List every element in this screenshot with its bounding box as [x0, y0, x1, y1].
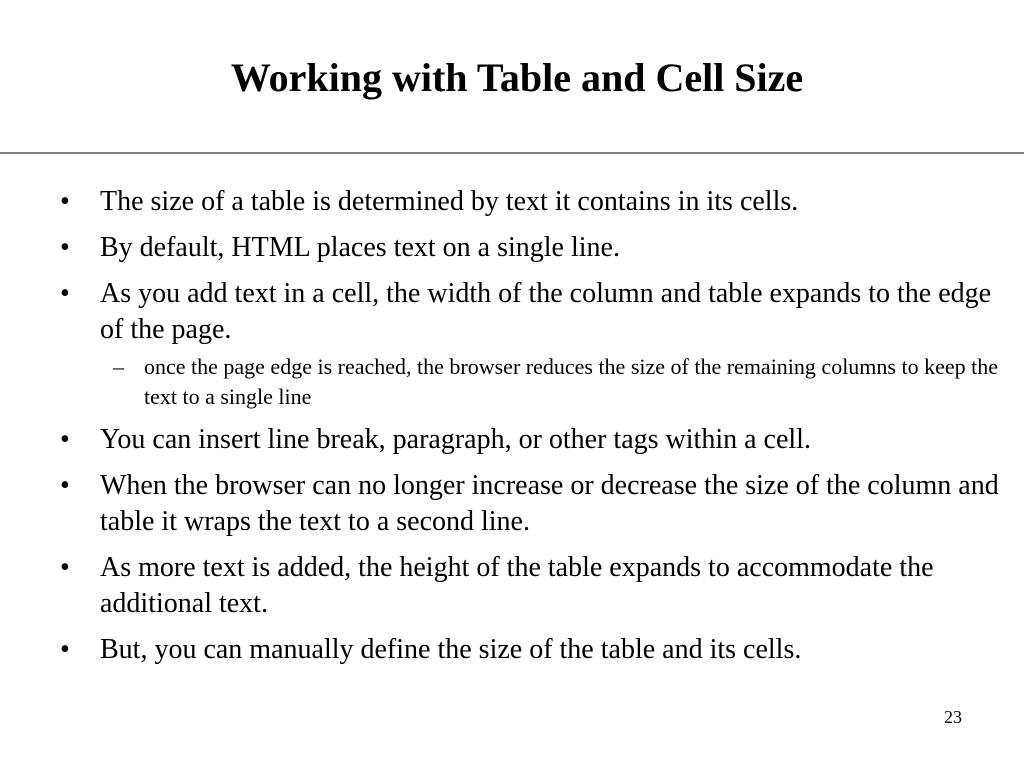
bullet-marker: •	[60, 424, 70, 455]
bullet-text: As you add text in a cell, the width of the column and table expands to the edge of the page.	[100, 278, 992, 345]
bullet-item	[0, 276, 1024, 412]
bullet-marker: •	[60, 278, 70, 309]
slide-title: Working with Table and Cell Size	[230, 55, 804, 100]
bullet-text: When the browser can no longer increase or decrease the size of the column and table it wraps the text to a second line.	[100, 470, 999, 537]
sub-bullet-list	[100, 352, 1004, 412]
bullet-text: The size of a table is determined by text it contains in its cells.	[100, 186, 799, 217]
bullet-marker: •	[60, 186, 70, 217]
bullet-item	[0, 550, 1024, 622]
bullet-text: By default, HTML places text on a single line.	[100, 232, 620, 263]
sub-bullet-text: once the page edge is reached, the browser reduces the size of the remaining columns to keep the text to a single line	[144, 354, 998, 409]
bullet-marker: •	[60, 552, 70, 583]
bullet-marker: •	[60, 470, 70, 501]
bullet-item	[0, 184, 1024, 220]
bullet-item	[0, 632, 1024, 668]
bullet-list	[0, 184, 1024, 678]
bullet-text: You can insert line break, paragraph, or other tags within a cell.	[100, 424, 811, 455]
title-divider	[0, 152, 1024, 154]
bullet-marker: •	[60, 634, 70, 665]
page-number: 23	[944, 707, 962, 727]
bullet-item	[0, 468, 1024, 540]
bullet-text: As more text is added, the height of the table expands to accommodate the additional text.	[100, 552, 934, 619]
sub-bullet-item	[99, 352, 1004, 412]
bullet-item	[0, 422, 1024, 458]
bullet-text: But, you can manually define the size of the table and its cells.	[100, 634, 802, 665]
bullet-item	[0, 230, 1024, 266]
sub-bullet-marker: –	[113, 354, 124, 379]
bullet-marker: •	[60, 232, 70, 263]
